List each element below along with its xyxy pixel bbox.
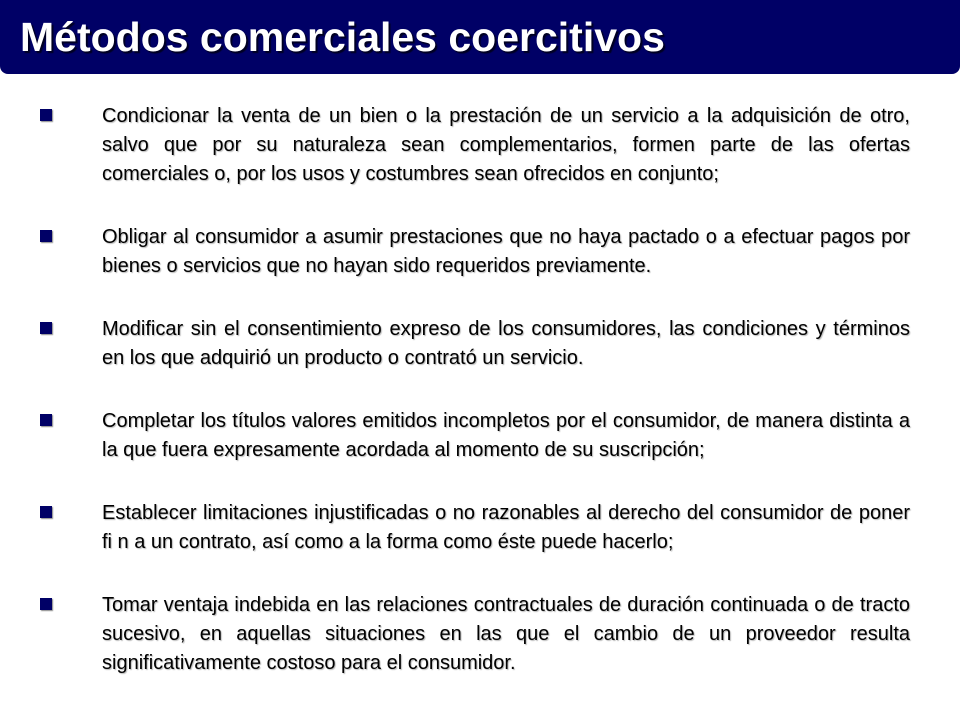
- bullet-text: Completar los títulos valores emitidos incompletos por el consumidor, de manera distinta a la que fuera expresamente acordada al momento de su suscripción;: [102, 410, 910, 461]
- square-bullet-icon: [40, 598, 52, 610]
- bullet-text: Tomar ventaja indebida en las relaciones contractuales de duración continuada o de tracto sucesivo, en aquellas situaciones en las que el cambio de un proveedor resulta significativamente costoso para el consumidor.: [102, 594, 910, 674]
- bullet-item: [40, 407, 910, 465]
- square-bullet-icon: [40, 109, 52, 121]
- square-bullet-icon: [40, 506, 52, 518]
- square-bullet-icon: [40, 230, 52, 242]
- title-bar: [0, 0, 960, 74]
- bullet-text: Modificar sin el consentimiento expreso de los consumidores, las condiciones y términos en los que adquirió un producto o contrató un servicio.: [102, 318, 910, 369]
- bullet-item: [40, 591, 910, 678]
- bullet-item: [40, 102, 910, 189]
- bullet-item: [40, 223, 910, 281]
- bullet-text: Condicionar la venta de un bien o la prestación de un servicio a la adquisición de otro, salvo que por su naturaleza sean complementarios, formen parte de las ofertas comerciales o, por los usos y costumbres sean ofrecidos en conjunto;: [102, 105, 910, 185]
- square-bullet-icon: [40, 414, 52, 426]
- bullet-text: Obligar al consumidor a asumir prestaciones que no haya pactado o a efectuar pagos por bienes o servicios que no hayan sido requeridos previamente.: [102, 226, 910, 277]
- bullet-text: Establecer limitaciones injustificadas o no razonables al derecho del consumidor de poner fi n a un contrato, así como a la forma como éste puede hacerlo;: [102, 502, 910, 553]
- bullet-list: [40, 102, 910, 678]
- bullet-item: [40, 499, 910, 557]
- square-bullet-icon: [40, 322, 52, 334]
- bullet-item: [40, 315, 910, 373]
- slide-title: Métodos comerciales coercitivos: [20, 13, 665, 60]
